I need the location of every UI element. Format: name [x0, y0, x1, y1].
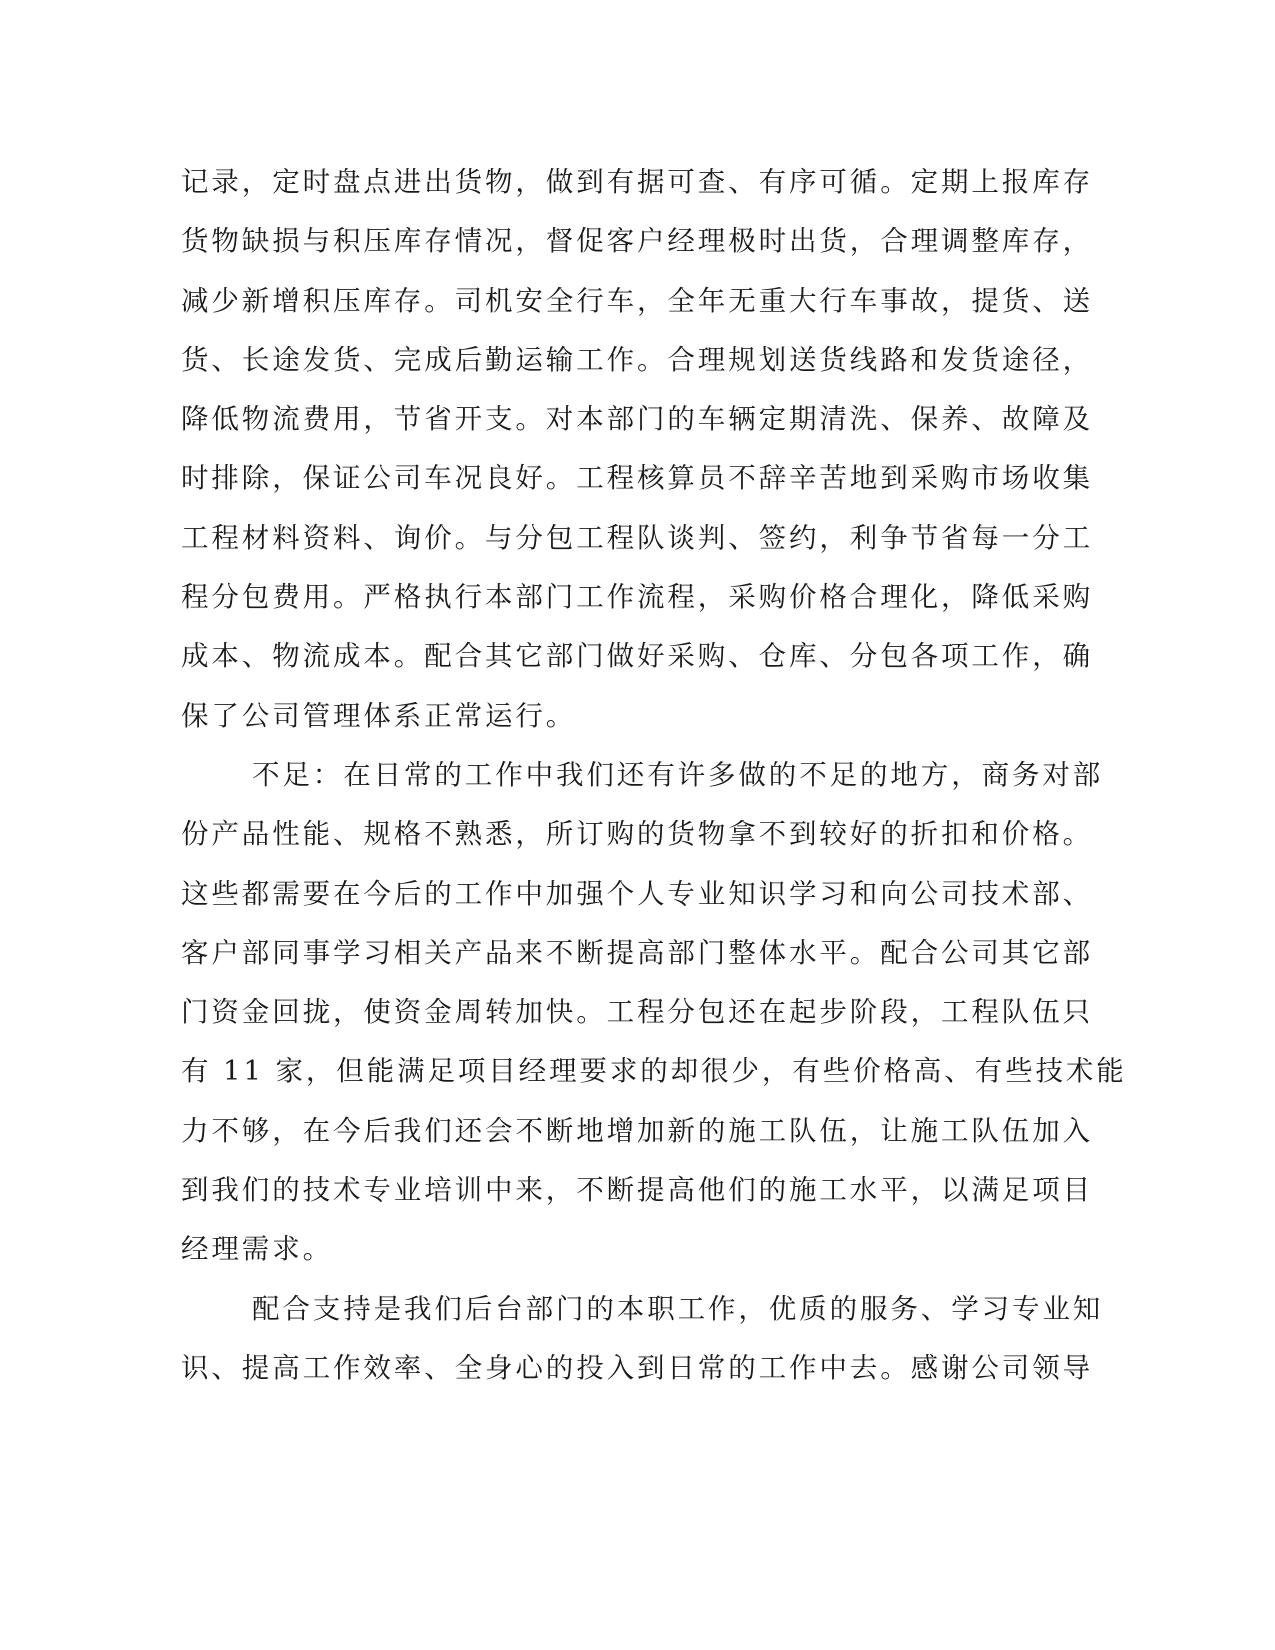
text-line: 保了公司管理体系正常运行。 — [181, 699, 577, 732]
text-line: 识、提高工作效率、全身心的投入到日常的工作中去。感谢公司领导 — [181, 1351, 1093, 1384]
text-line: 降低物流费用，节省开支。对本部门的车辆定期清洗、保养、故障及 — [181, 403, 1093, 436]
text-line: 减少新增积压库存。司机安全行车，全年无重大行车事故，提货、送 — [181, 284, 1093, 317]
document-body — [181, 158, 1127, 1403]
text-line: 货物缺损与积压库存情况，督促客户经理极时出货，合理调整库存， — [181, 225, 1093, 258]
text-line: 到我们的技术专业培训中来，不断提高他们的施工水平，以满足项目 — [181, 1174, 1093, 1207]
text-line: 有 11 家，但能满足项目经理要求的却很少，有些价格高、有些技术能 — [181, 1055, 1127, 1088]
text-line: 份产品性能、规格不熟悉，所订购的货物拿不到较好的折扣和价格。 — [181, 818, 1093, 851]
text-line: 力不够，在今后我们还会不断地增加新的施工队伍，让施工队伍加入 — [181, 1114, 1093, 1147]
text-line: 程分包费用。严格执行本部门工作流程，采购价格合理化，降低采购 — [181, 581, 1093, 614]
text-line: 货、长途发货、完成后勤运输工作。合理规划送货线路和发货途径， — [181, 343, 1093, 376]
text-line: 时排除，保证公司车况良好。工程核算员不辞辛苦地到采购市场收集 — [181, 462, 1093, 495]
text-line: 记录，定时盘点进出货物，做到有据可查、有序可循。定期上报库存 — [181, 166, 1093, 198]
text-line: 门资金回拢，使资金周转加快。工程分包还在起步阶段，工程队伍只 — [181, 996, 1093, 1029]
text-line: 成本、物流成本。配合其它部门做好采购、仓库、分包各项工作，确 — [181, 640, 1093, 673]
text-line: 客户部同事学习相关产品来不断提高部门整体水平。配合公司其它部 — [181, 936, 1093, 969]
text-line: 工程材料资料、询价。与分包工程队谈判、签约，利争节省每一分工 — [181, 521, 1093, 554]
paragraph-start-line: 不足：在日常的工作中我们还有许多做的不足的地方，商务对部 — [252, 758, 1104, 791]
paragraph-start-line: 配合支持是我们后台部门的本职工作，优质的服务、学习专业知 — [252, 1292, 1104, 1325]
text-line: 这些都需要在今后的工作中加强个人专业知识学习和向公司技术部、 — [181, 877, 1093, 910]
text-line: 经理需求。 — [181, 1233, 333, 1266]
